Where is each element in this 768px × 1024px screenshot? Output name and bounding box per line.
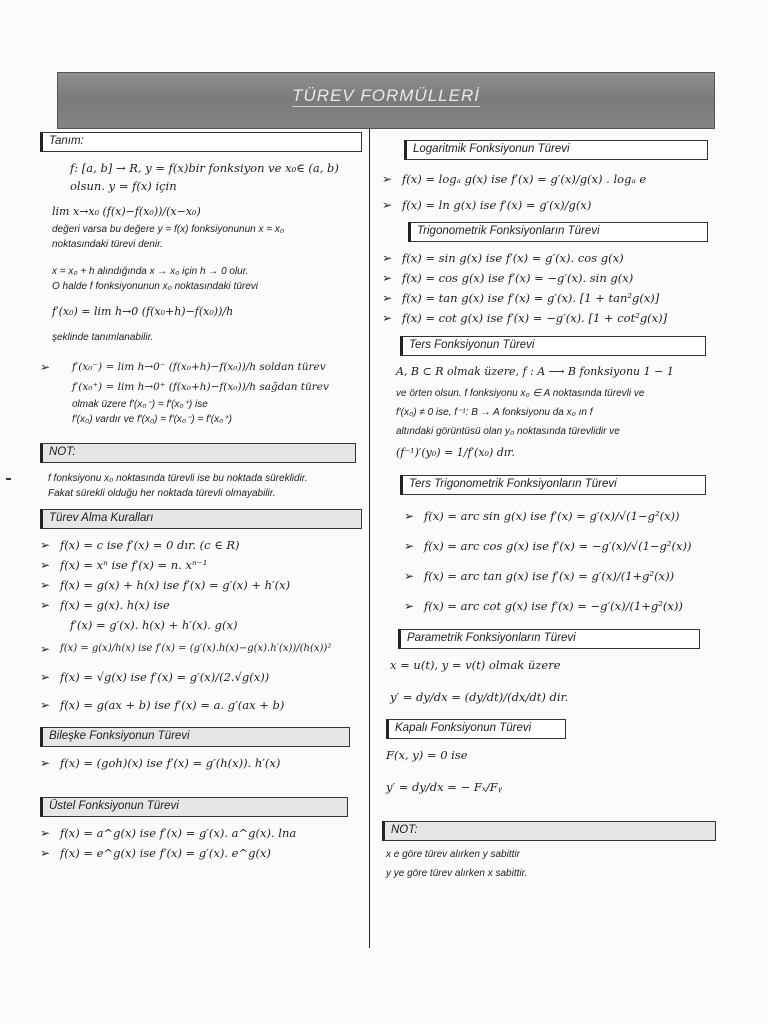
rule-item: ➢ f(x) = g(x)/h(x) ise f′(x) = (g′(x).h(x)−g(x).h′(x))/(h(x))² xyxy=(40,639,366,659)
rule-item-continued: f′(x) = g′(x). h(x) + h′(x). g(x) xyxy=(70,618,238,632)
tanim-line: O halde f fonksiyonunun x₀ noktasındaki türevi xyxy=(52,281,259,292)
tanim-line: f: [a, b] → R, y = f(x)bir fonksiyon ve x₀∈ (a, b) xyxy=(70,161,339,175)
ters-line: altındaki görüntüsü olan y₀ noktasında türevlidir ve xyxy=(396,426,620,437)
terstrig-item: ➢ f(x) = arc tan g(x) ise f′(x) = g′(x)/(1+g²(x)) xyxy=(404,561,722,591)
ters-formula: (f⁻¹)′(y₀) = 1/f′(x₀) dır. xyxy=(396,446,515,459)
trig-item: ➢ f(x) = tan g(x) ise f′(x) = g′(x). [1 + tan²g(x)] xyxy=(382,288,722,308)
tanim-line: olmak üzere f′(x₀⁻) = f′(x₀⁺) ise xyxy=(72,399,208,410)
kapali-line: F(x, y) = 0 ise xyxy=(386,748,468,762)
tanim-line: f′(x₀) vardır ve f′(x₀) = f′(x₀⁻) = f′(x₀⁺) xyxy=(72,414,232,425)
rule-item: ➢ f(x) = c ise f′(x) = 0 dır. (c ∈ R) xyxy=(40,535,366,555)
rule-item: ➢ f(x) = g(x) + h(x) ise f′(x) = g′(x) + h′(x) xyxy=(40,575,366,595)
ters-line: ve örten olsun. f fonksiyonu x₀ ∈ A noktasında türevli ve xyxy=(396,388,645,399)
not-line: x e göre türev alırken y sabittir xyxy=(386,849,520,860)
kapali-formula: y′ = dy/dx = − Fₓ/Fᵧ xyxy=(386,780,503,794)
kapali-heading: Kapalı Fonksiyonun Türevi xyxy=(386,719,566,739)
rule-item: ➢ f(x) = g(ax + b) ise f′(x) = a. g′(ax + b) xyxy=(40,695,366,715)
rule-item: ➢ f(x) = xⁿ ise f′(x) = n. xⁿ⁻¹ xyxy=(40,555,366,575)
param-line: x = u(t), y = v(t) olmak üzere xyxy=(390,658,561,672)
ters-line: A, B ⊂ R olmak üzere, f : A ⟶ B fonksiyonu 1 − 1 xyxy=(396,365,674,378)
left-derivative: ➢ f′(x₀⁻) = lim h→0⁻ (f(x₀+h)−f(x₀))/h soldan türev xyxy=(40,357,366,377)
ters-line: f′(x₀) ≠ 0 ise, f⁻¹: B → A fonksiyonu da x₀ ın f xyxy=(396,407,593,418)
tanim-derivative-def: f′(x₀) = lim h→0 (f(x₀+h)−f(x₀))/h xyxy=(52,305,234,318)
rule-item: ➢ f(x) = √g(x) ise f′(x) = g′(x)/(2.√g(x)) xyxy=(40,667,366,687)
terstrig-item: ➢ f(x) = arc sin g(x) ise f′(x) = g′(x)/√(1−g²(x)) xyxy=(404,501,722,531)
not-heading-left: NOT: xyxy=(40,443,356,463)
ustel-item: ➢ f(x) = e^g(x) ise f′(x) = g′(x). e^g(x) xyxy=(40,843,366,863)
title-banner xyxy=(57,72,715,129)
trig-item: ➢ f(x) = sin g(x) ise f′(x) = g′(x). cos g(x) xyxy=(382,248,722,268)
not-line: Fakat sürekli olduğu her noktada türevli olmayabilir. xyxy=(48,488,276,499)
not-heading-right: NOT: xyxy=(382,821,716,841)
param-formula: y′ = dy/dx = (dy/dt)/(dx/dt) dir. xyxy=(390,690,569,704)
terstrig-item: ➢ f(x) = arc cot g(x) ise f′(x) = −g′(x)/(1+g²(x)) xyxy=(404,591,722,621)
param-heading: Parametrik Fonksiyonların Türevi xyxy=(398,629,700,649)
tanim-line: değeri varsa bu değere y = f(x) fonksiyonunun x = x₀ xyxy=(52,224,285,235)
bileske-item: ➢ f(x) = (goh)(x) ise f′(x) = g′(h(x)). h′(x) xyxy=(40,753,366,773)
terstrig-item: ➢ f(x) = arc cos g(x) ise f′(x) = −g′(x)/√(1−g²(x)) xyxy=(404,531,722,561)
bileske-heading: Bileşke Fonksiyonun Türevi xyxy=(40,727,350,747)
ustel-item: ➢ f(x) = a^g(x) ise f′(x) = g′(x). a^g(x). lna xyxy=(40,823,366,843)
page-title: TÜREV FORMÜLLERİ xyxy=(292,86,480,105)
right-derivative: f′(x₀⁺) = lim h→0⁺ (f(x₀+h)−f(x₀))/h sağdan türev xyxy=(72,381,329,393)
not-line: y ye göre türev alırken x sabittir. xyxy=(386,868,528,879)
tanim-line: şeklinde tanımlanabilir. xyxy=(52,332,154,343)
right-column xyxy=(382,140,722,881)
tanim-line: noktasındaki türevi denir. xyxy=(52,239,163,250)
log-item: ➢ f(x) = ln g(x) ise f′(x) = g′(x)/g(x) xyxy=(382,192,722,218)
trig-item: ➢ f(x) = cot g(x) ise f′(x) = −g′(x). [1 + cot²g(x)] xyxy=(382,308,722,328)
ustel-heading: Üstel Fonksiyonun Türevi xyxy=(40,797,348,817)
tanim-line: olsun. y = f(x) için xyxy=(70,179,177,193)
trig-heading: Trigonometrik Fonksiyonların Türevi xyxy=(408,222,708,242)
scan-mark xyxy=(6,478,11,480)
ters-heading: Ters Fonksiyonun Türevi xyxy=(400,336,706,356)
tanim-line: x = x₀ + h alındığında x → x₀ için h → 0 olur. xyxy=(52,266,249,277)
rule-item: ➢ f(x) = g(x). h(x) ise xyxy=(40,595,366,615)
log-item: ➢ f(x) = logₐ g(x) ise f′(x) = g′(x)/g(x) . logₐ e xyxy=(382,166,722,192)
kurallar-heading: Türev Alma Kuralları xyxy=(40,509,362,529)
trig-item: ➢ f(x) = cos g(x) ise f′(x) = −g′(x). sin g(x) xyxy=(382,268,722,288)
terstrig-heading: Ters Trigonometrik Fonksiyonların Türevi xyxy=(400,475,706,495)
log-heading: Logaritmik Fonksiyonun Türevi xyxy=(404,140,708,160)
tanim-heading: Tanım: xyxy=(40,132,362,152)
tanim-limit: lim x→x₀ (f(x)−f(x₀))/(x−x₀) xyxy=(52,205,201,218)
left-column xyxy=(40,132,366,863)
column-divider xyxy=(369,128,370,948)
not-line: f fonksiyonu x₀ noktasında türevli ise bu noktada süreklidir. xyxy=(48,473,308,484)
